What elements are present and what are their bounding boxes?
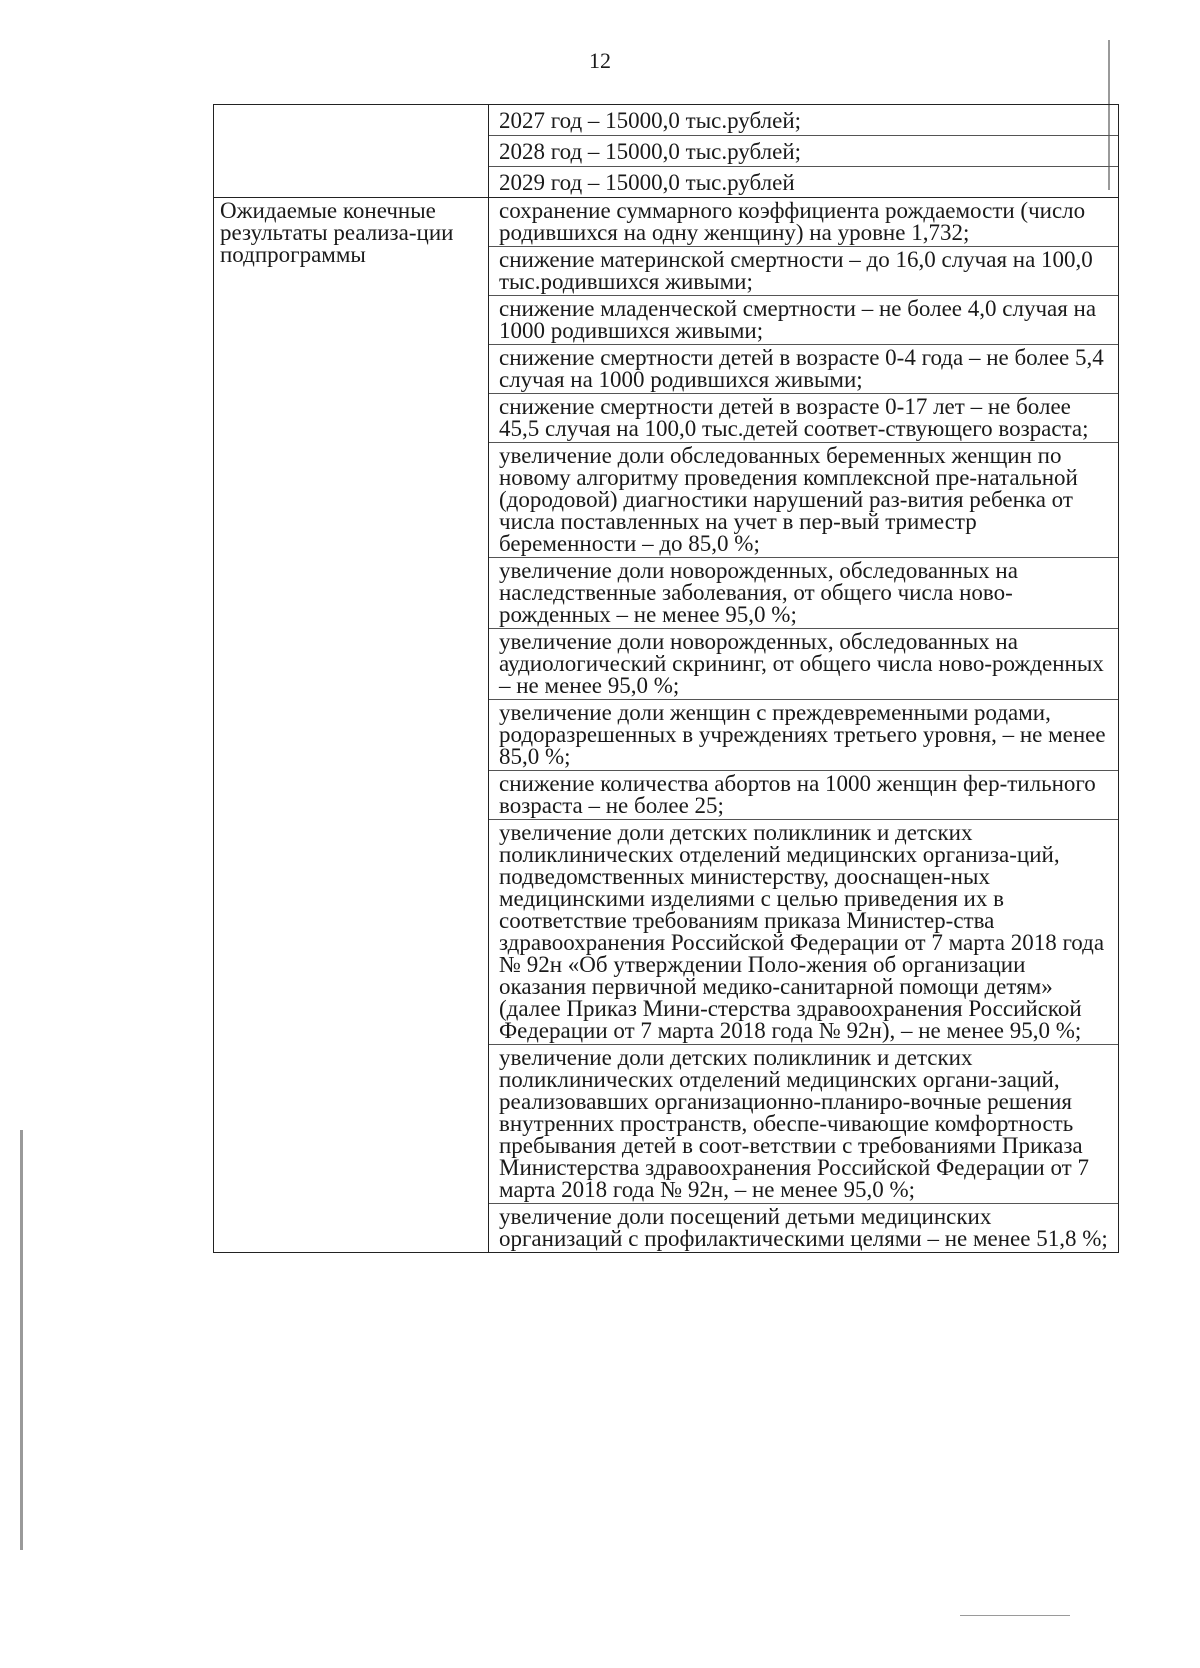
funding-line: 2029 год – 15000,0 тыс.рублей (489, 166, 1118, 197)
result-item: увеличение доли посещений детьми медицинских организаций с профилактическими целями – не менее 51,8 %; (489, 1203, 1118, 1252)
funding-line: 2027 год – 15000,0 тыс.рублей; (499, 108, 802, 133)
page-number: 12 (589, 48, 611, 73)
result-item: снижение младенческой смертности – не более 4,0 случая на 1000 родившихся живыми; (489, 295, 1118, 344)
result-item: сохранение суммарного коэффициента рождаемости (число родившихся на одну женщину) на уровне 1,732; (499, 198, 1086, 245)
result-item: снижение смертности детей в возрасте 0-4 года – не более 5,4 случая на 1000 родившихся живыми; (489, 344, 1118, 393)
results-list (489, 198, 1118, 1252)
result-item: увеличение доли женщин с преждевременными родами, родоразрешенных в учреждениях третьего уровня, – не менее 85,0 %; (489, 699, 1118, 770)
result-item: увеличение доли новорожденных, обследованных на наследственные заболевания, от общего числа ново-рожденных – не менее 95,0 %; (489, 557, 1118, 628)
result-item: снижение смертности детей в возрасте 0-17 лет – не более 45,5 случая на 100,0 тыс.детей соответ-ствующего возраста; (489, 393, 1118, 442)
funding-label-cell (214, 105, 489, 197)
results-row (214, 197, 1118, 1252)
scan-edge-mark (960, 1615, 1070, 1616)
result-item: снижение материнской смертности – до 16,0 случая на 100,0 тыс.родившихся живыми; (489, 246, 1118, 295)
funding-row (214, 105, 1118, 197)
funding-value-cell (489, 105, 1118, 197)
scan-edge-mark (20, 1130, 23, 1550)
subprogram-passport-table (213, 104, 1119, 1253)
result-item: увеличение доли детских поликлиник и детских поликлинических отделений медицинских органи-заций, реализовавших организационно-планиро-вочные решения внутренних пространств, обеспе-чивающие комфортность пребывания детей в соот-ветствии с требованиями Приказа Министерства здравоохранения Российской Федерации от 7 марта 2018 года № 92н, – не менее 95,0 %; (489, 1044, 1118, 1203)
result-item: увеличение доли детских поликлиник и детских поликлинических отделений медицинских организа-ций, подведомственных министерству, дооснащен-ных медицинскими изделиями с целью приведения их в соответствие требованиям приказа Министер-ства здравоохранения Российской Федерации от 7 марта 2018 года № 92н «Об утверждении Поло-жения об организации оказания первичной медико-санитарной помощи детям» (далее Приказ Мини-стерства здравоохранения Российской Федерации от 7 марта 2018 года № 92н), – не менее 95,0 %; (489, 819, 1118, 1044)
funding-line: 2028 год – 15000,0 тыс.рублей; (489, 135, 1118, 166)
result-item: увеличение доли новорожденных, обследованных на аудиологический скрининг, от общего числа ново-рожденных – не менее 95,0 %; (489, 628, 1118, 699)
result-item: увеличение доли обследованных беременных женщин по новому алгоритму проведения комплексной пре-натальной (дородовой) диагностики нарушений раз-вития ребенка от числа поставленных на учет в пер-вый триместр беременности – до 85,0 %; (489, 442, 1118, 557)
result-item: снижение количества абортов на 1000 женщин фер-тильного возраста – не более 25; (489, 770, 1118, 819)
results-label: Ожидаемые конечные результаты реализа-ции подпрограммы (214, 198, 489, 1252)
